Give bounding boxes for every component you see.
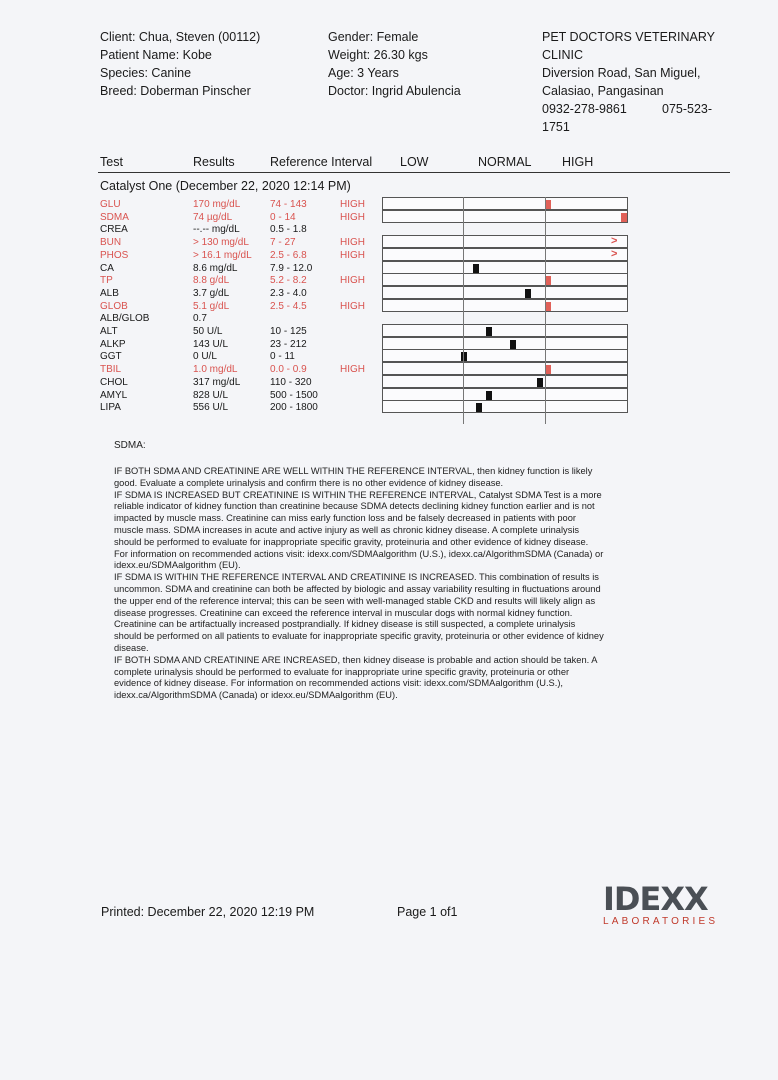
result-result: 50 U/L xyxy=(193,326,223,337)
gauge-alt xyxy=(382,324,628,337)
col-low: LOW xyxy=(400,155,429,169)
sdma-title: SDMA: xyxy=(114,440,146,451)
page-number: Page 1 of1 xyxy=(397,905,458,919)
result-result: 143 U/L xyxy=(193,338,229,350)
result-result: > 16.1 mg/dL xyxy=(193,249,252,261)
result-ref: 7.9 - 12.0 xyxy=(270,262,313,274)
result-flag: HIGH xyxy=(340,275,365,287)
gauge-alkp xyxy=(382,337,628,350)
result-result: 0 U/L xyxy=(193,351,217,363)
result-result: 8.8 g/dL xyxy=(193,275,230,287)
over-range-marker: > xyxy=(611,247,618,260)
idexx-logo xyxy=(603,880,733,927)
doctor: Doctor: Ingrid Abulencia xyxy=(328,84,461,98)
clinic-phone-1: 0932-278-9861 xyxy=(542,102,627,116)
client-name: Client: Chua, Steven (00112) xyxy=(100,30,261,44)
result-ref: 0.0 - 0.9 xyxy=(270,364,307,376)
clinic-phone-3: 1751 xyxy=(542,120,570,134)
clinic-address-1: Diversion Road, San Miguel, xyxy=(542,66,701,80)
result-test: TBIL xyxy=(100,364,122,376)
clinic-address-2: Calasiao, Pangasinan xyxy=(542,84,664,98)
result-result: --.-- mg/dL xyxy=(193,224,240,236)
result-result: > 130 mg/dL xyxy=(193,237,249,249)
result-result: 317 mg/dL xyxy=(193,376,241,388)
value-marker xyxy=(486,391,492,400)
result-ref: 0 - 11 xyxy=(270,351,295,363)
result-flag: HIGH xyxy=(340,364,365,376)
result-test: BUN xyxy=(100,237,122,249)
result-result: 556 U/L xyxy=(193,402,229,414)
result-flag: HIGH xyxy=(340,249,365,261)
col-high: HIGH xyxy=(562,155,594,169)
gauge-bun xyxy=(382,235,628,248)
normal-high-divider xyxy=(545,197,546,424)
section-title: Catalyst One (December 22, 2020 12:14 PM) xyxy=(100,179,351,193)
col-test: Test xyxy=(100,155,123,169)
value-marker xyxy=(537,378,543,387)
weight: Weight: 26.30 kgs xyxy=(328,48,428,62)
age: Age: 3 Years xyxy=(328,66,399,80)
result-test: TP xyxy=(100,275,113,287)
result-result: 74 µg/dL xyxy=(193,211,233,223)
result-ref: 2.5 - 4.5 xyxy=(270,300,307,312)
result-flag: HIGH xyxy=(340,300,365,312)
value-marker xyxy=(486,327,492,336)
result-result: 8.6 mg/dL xyxy=(193,262,238,274)
note-4: IF BOTH SDMA AND CREATININE ARE INCREASED, then kidney disease is probable and action should be taken. A complete urinalysis should be performed to evaluate for inappropriate urine specific gravity, proteinuria or other evidence of kidney disease. For information on recommended actions visit: idexx.com/SDMAalgorithm (U.S.), idexx.ca/AlgorithmSDMA (Canada) or idexx.eu/SDMAalgorithm (EU). xyxy=(114,654,597,701)
value-marker xyxy=(525,289,531,298)
note-1: IF BOTH SDMA AND CREATININE ARE WELL WITHIN THE REFERENCE INTERVAL, then kidney function is likely good. Evaluate a complete urinalysis and confirm there is no other evidence of kidney disease. xyxy=(114,466,593,488)
result-result: 170 mg/dL xyxy=(193,199,241,210)
sdma-notes xyxy=(114,466,604,702)
clinic-phone-2: 075-523- xyxy=(662,102,713,116)
result-test: CREA xyxy=(100,224,128,236)
result-ref: 2.3 - 4.0 xyxy=(270,287,307,299)
gauge-tp xyxy=(382,273,628,286)
result-flag: HIGH xyxy=(340,237,365,249)
result-test: PHOS xyxy=(100,249,129,261)
result-ref: 7 - 27 xyxy=(270,237,296,249)
logo-main: IDEXX xyxy=(603,880,708,918)
result-flag: HIGH xyxy=(340,211,365,223)
result-test: ALB xyxy=(100,287,119,299)
result-test: CHOL xyxy=(100,376,128,388)
result-test: SDMA xyxy=(100,211,129,223)
gauge-amyl xyxy=(382,388,628,401)
col-reference: Reference Interval xyxy=(270,155,373,169)
result-test: ALB/GLOB xyxy=(100,313,150,325)
gauge-alb xyxy=(382,286,628,299)
col-normal: NORMAL xyxy=(478,155,532,169)
result-ref: 110 - 320 xyxy=(270,376,312,388)
value-marker xyxy=(473,264,479,273)
result-test: GLU xyxy=(100,199,121,210)
result-ref: 500 - 1500 xyxy=(270,389,318,401)
gauge-sdma xyxy=(382,210,628,223)
gauge-lipa xyxy=(382,400,628,413)
clinic-name-2: CLINIC xyxy=(542,48,583,62)
result-result: 3.7 g/dL xyxy=(193,287,230,299)
header-rule xyxy=(98,172,730,173)
col-results: Results xyxy=(193,155,235,169)
result-result: 828 U/L xyxy=(193,389,229,401)
gauge-glu xyxy=(382,197,628,210)
gauge-phos xyxy=(382,248,628,261)
clinic-name-1: PET DOCTORS VETERINARY xyxy=(542,30,715,44)
over-range-marker: > xyxy=(611,235,618,248)
logo-sub: LABORATORIES xyxy=(603,916,719,927)
result-ref: 0 - 14 xyxy=(270,211,296,223)
gauge-glob xyxy=(382,299,628,312)
result-test: GLOB xyxy=(100,300,128,312)
result-ref: 5.2 - 8.2 xyxy=(270,275,307,287)
range-gauges xyxy=(382,197,628,424)
note-2: IF SDMA IS INCREASED BUT CREATININE IS WITHIN THE REFERENCE INTERVAL, Catalyst SDMA Test is a more reliable indicator of kidney function than creatinine because SDMA detects declining kidney function earlier and is not impacted by muscle mass. Creatinine can miss early function loss and be falsely decreased in patients with poor muscle mass. SDMA increases in acute and active injury as well as chronic kidney disease. A complete urinalysis should be performed to evaluate for inappropriate specific gravity, proteinuria and other evidence of kidney disease. For information on recommended actions visit: idexx.com/SDMAalgorithm (U.S.), idexx.ca/AlgorithmSDMA (Canada) or idexx.eu/SDMAalgorithm (EU). xyxy=(114,489,604,571)
patient-name: Patient Name: Kobe xyxy=(100,48,212,62)
value-marker xyxy=(510,340,516,349)
gauge-tbil xyxy=(382,362,628,375)
result-test: GGT xyxy=(100,351,122,363)
value-marker xyxy=(621,213,627,222)
result-test: ALKP xyxy=(100,338,126,350)
species: Species: Canine xyxy=(100,66,192,80)
gauge-ggt xyxy=(382,349,628,362)
gender: Gender: Female xyxy=(328,30,419,44)
low-normal-divider xyxy=(463,197,464,424)
result-ref: 74 - 143 xyxy=(270,199,307,210)
value-marker xyxy=(476,403,482,412)
result-result: 1.0 mg/dL xyxy=(193,364,238,376)
result-ref: 10 - 125 xyxy=(270,326,307,337)
result-test: LIPA xyxy=(100,402,121,414)
result-result: 0.7 xyxy=(193,313,207,325)
gauge-ca xyxy=(382,261,628,274)
result-ref: 200 - 1800 xyxy=(270,402,318,414)
note-3: IF SDMA IS WITHIN THE REFERENCE INTERVAL AND CREATININE IS INCREASED. This combination of results is uncommon. SDMA and creatinine can both be affected by biologic and assay variability resulting in fluctuations around the upper end of the reference interval; this can be seen with well-managed stable CKD and results will likely align as disease progresses. Creatinine can exceed the reference interval in muscular dogs with normal kidney function. Creatinine can be artifactually increased postprandially. If kidney disease is still suspected, a complete urinalysis should be performed on all patients to evaluate for inappropriate specific gravity, proteinuria or other evidence of kidney disease. xyxy=(114,572,604,653)
value-marker xyxy=(461,352,467,361)
result-flag: HIGH xyxy=(340,199,365,210)
result-ref: 0.5 - 1.8 xyxy=(270,224,307,236)
clinic-info xyxy=(542,28,717,136)
gauge-chol xyxy=(382,375,628,388)
result-ref: 2.5 - 6.8 xyxy=(270,249,307,261)
client-info xyxy=(100,28,260,100)
result-test: AMYL xyxy=(100,389,128,401)
result-test: CA xyxy=(100,262,114,274)
result-test: ALT xyxy=(100,326,118,337)
patient-info xyxy=(328,28,461,100)
printed-date: Printed: December 22, 2020 12:19 PM xyxy=(101,905,315,919)
result-result: 5.1 g/dL xyxy=(193,300,230,312)
breed: Breed: Doberman Pinscher xyxy=(100,84,251,98)
result-ref: 23 - 212 xyxy=(270,338,307,350)
